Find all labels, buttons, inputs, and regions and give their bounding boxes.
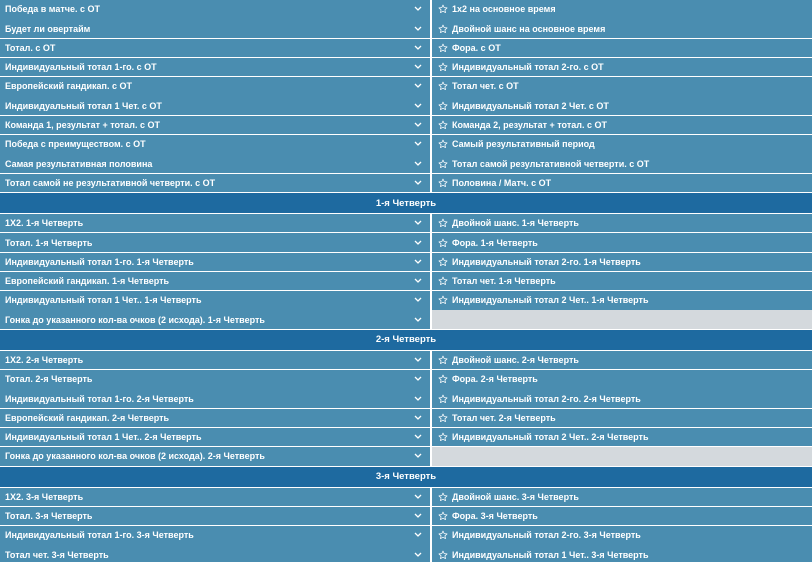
chevron-down-icon bbox=[412, 413, 424, 423]
chevron-down-icon bbox=[412, 295, 424, 305]
market-dropdown[interactable] bbox=[0, 154, 430, 173]
favorite-market-item[interactable] bbox=[432, 214, 812, 233]
market-label: Индивидуальный тотал 1-го. с ОТ bbox=[5, 62, 157, 73]
star-icon[interactable] bbox=[438, 394, 452, 404]
market-label: Тотал. 3-я Четверть bbox=[5, 511, 93, 522]
market-dropdown[interactable] bbox=[0, 135, 430, 154]
empty-cell bbox=[432, 310, 812, 329]
chevron-down-icon bbox=[412, 374, 424, 384]
favorite-market-item[interactable] bbox=[432, 488, 812, 507]
favorite-market-item[interactable] bbox=[432, 39, 812, 58]
market-label: Победа с преимуществом. с ОТ bbox=[5, 139, 146, 150]
chevron-down-icon bbox=[412, 276, 424, 286]
market-dropdown[interactable] bbox=[0, 272, 430, 291]
market-label: Двойной шанс. 1-я Четверть bbox=[452, 218, 579, 229]
favorite-market-item[interactable] bbox=[432, 389, 812, 408]
star-icon[interactable] bbox=[438, 492, 452, 502]
market-label: Индивидуальный тотал 2-го. с ОТ bbox=[452, 62, 604, 73]
market-dropdown[interactable] bbox=[0, 233, 430, 252]
star-icon[interactable] bbox=[438, 139, 452, 149]
market-dropdown[interactable] bbox=[0, 291, 430, 310]
star-icon[interactable] bbox=[438, 43, 452, 53]
chevron-down-icon bbox=[412, 120, 424, 130]
market-label: Тотал чет. 3-я Четверть bbox=[5, 549, 109, 560]
market-row bbox=[0, 116, 812, 135]
market-label: Европейский гандикап. с ОТ bbox=[5, 81, 132, 92]
star-icon[interactable] bbox=[438, 257, 452, 267]
market-label: Европейский гандикап. 1-я Четверть bbox=[5, 276, 170, 287]
market-row bbox=[0, 507, 812, 526]
market-row bbox=[0, 389, 812, 408]
favorite-market-item[interactable] bbox=[432, 370, 812, 389]
market-label: Европейский гандикап. 2-я Четверть bbox=[5, 412, 170, 423]
market-label: Индивидуальный тотал 1-го. 3-я Четверть bbox=[5, 530, 194, 541]
chevron-down-icon bbox=[412, 43, 424, 53]
market-row bbox=[0, 488, 812, 507]
star-icon[interactable] bbox=[438, 374, 452, 384]
market-row bbox=[0, 351, 812, 370]
market-label: Тотал чет. с ОТ bbox=[452, 81, 519, 92]
chevron-down-icon bbox=[412, 257, 424, 267]
favorite-market-item[interactable] bbox=[432, 116, 812, 135]
star-icon[interactable] bbox=[438, 81, 452, 91]
market-label: Фора. 1-я Четверть bbox=[452, 237, 538, 248]
market-row bbox=[0, 58, 812, 77]
market-row bbox=[0, 253, 812, 272]
favorite-market-item[interactable] bbox=[432, 291, 812, 310]
chevron-down-icon bbox=[412, 511, 424, 521]
favorite-market-item[interactable] bbox=[432, 507, 812, 526]
favorite-market-item[interactable] bbox=[432, 545, 812, 562]
market-row bbox=[0, 545, 812, 562]
market-label: Индивидуальный тотал 2 Чет.. 1-я Четверть bbox=[452, 295, 649, 306]
market-row bbox=[0, 272, 812, 291]
market-row bbox=[0, 233, 812, 252]
market-label: Индивидуальный тотал 2 Чет. с ОТ bbox=[452, 100, 609, 111]
market-dropdown[interactable] bbox=[0, 507, 430, 526]
section-header[interactable]: 1-я Четверть bbox=[0, 193, 812, 213]
favorite-market-item[interactable] bbox=[432, 135, 812, 154]
market-label: Двойной шанс на основное время bbox=[452, 23, 606, 34]
chevron-down-icon bbox=[412, 451, 424, 461]
section-header[interactable]: 2-я Четверть bbox=[0, 330, 812, 350]
market-label: Индивидуальный тотал 2 Чет.. 2-я Четверть bbox=[452, 432, 649, 443]
market-label: Половина / Матч. с ОТ bbox=[452, 177, 552, 188]
favorite-market-item[interactable] bbox=[432, 272, 812, 291]
market-label: Индивидуальный тотал 2-го. 3-я Четверть bbox=[452, 530, 641, 541]
star-icon[interactable] bbox=[438, 238, 452, 248]
market-label: Индивидуальный тотал 1 Чет. с ОТ bbox=[5, 100, 162, 111]
favorite-market-item[interactable] bbox=[432, 174, 812, 193]
chevron-down-icon bbox=[412, 24, 424, 34]
market-dropdown[interactable] bbox=[0, 409, 430, 428]
market-dropdown[interactable] bbox=[0, 116, 430, 135]
star-icon[interactable] bbox=[438, 432, 452, 442]
market-label: Индивидуальный тотал 2-го. 2-я Четверть bbox=[452, 393, 641, 404]
chevron-down-icon bbox=[412, 315, 424, 325]
chevron-down-icon bbox=[412, 101, 424, 111]
market-label: Самая результативная половина bbox=[5, 158, 153, 169]
star-icon[interactable] bbox=[438, 355, 452, 365]
market-label: Самый результативный период bbox=[452, 139, 595, 150]
favorite-market-item[interactable] bbox=[432, 409, 812, 428]
market-row bbox=[0, 19, 812, 38]
market-row bbox=[0, 214, 812, 233]
favorite-market-item[interactable] bbox=[432, 96, 812, 115]
empty-cell bbox=[432, 447, 812, 466]
market-row bbox=[0, 96, 812, 115]
star-icon[interactable] bbox=[438, 218, 452, 228]
market-dropdown[interactable] bbox=[0, 253, 430, 272]
chevron-down-icon bbox=[412, 238, 424, 248]
market-row bbox=[0, 310, 812, 329]
market-label: Двойной шанс. 2-я Четверть bbox=[452, 355, 579, 365]
market-label: Фора. 2-я Четверть bbox=[452, 374, 538, 385]
market-dropdown[interactable] bbox=[0, 19, 430, 38]
market-label: 1x2 на основное время bbox=[452, 4, 556, 15]
favorite-market-item[interactable] bbox=[432, 351, 812, 370]
market-dropdown[interactable] bbox=[0, 428, 430, 447]
favorite-market-item[interactable] bbox=[432, 0, 812, 19]
market-dropdown[interactable] bbox=[0, 96, 430, 115]
chevron-down-icon bbox=[412, 81, 424, 91]
market-row bbox=[0, 135, 812, 154]
market-dropdown[interactable] bbox=[0, 351, 430, 370]
star-icon[interactable] bbox=[438, 24, 452, 34]
section-header[interactable]: 3-я Четверть bbox=[0, 467, 812, 487]
market-label: 1X2. 1-я Четверть bbox=[5, 218, 84, 229]
market-label: Двойной шанс. 3-я Четверть bbox=[452, 491, 579, 502]
star-icon[interactable] bbox=[438, 178, 452, 188]
market-row bbox=[0, 77, 812, 96]
market-dropdown[interactable] bbox=[0, 39, 430, 58]
market-label: Тотал. 1-я Четверть bbox=[5, 237, 93, 248]
market-dropdown[interactable] bbox=[0, 447, 430, 466]
market-label: Команда 2, результат + тотал. с ОТ bbox=[452, 120, 607, 131]
market-row bbox=[0, 370, 812, 389]
market-row bbox=[0, 409, 812, 428]
market-dropdown[interactable] bbox=[0, 389, 430, 408]
market-row bbox=[0, 174, 812, 193]
market-row bbox=[0, 447, 812, 466]
star-icon[interactable] bbox=[438, 101, 452, 111]
market-label: Гонка до указанного кол-ва очков (2 исхода). 2-я Четверть bbox=[5, 451, 265, 462]
market-dropdown[interactable] bbox=[0, 77, 430, 96]
market-label: Индивидуальный тотал 1-го. 2-я Четверть bbox=[5, 393, 194, 404]
market-dropdown[interactable] bbox=[0, 214, 430, 233]
market-row bbox=[0, 428, 812, 447]
favorite-market-item[interactable] bbox=[432, 428, 812, 447]
favorite-market-item[interactable] bbox=[432, 19, 812, 38]
market-label: Индивидуальный тотал 1 Чет.. 1-я Четверть bbox=[5, 295, 202, 306]
chevron-down-icon bbox=[412, 550, 424, 560]
market-label: Команда 1, результат + тотал. с ОТ bbox=[5, 120, 160, 131]
chevron-down-icon bbox=[412, 432, 424, 442]
market-dropdown[interactable] bbox=[0, 488, 430, 507]
favorite-market-item[interactable] bbox=[432, 77, 812, 96]
chevron-down-icon bbox=[412, 355, 424, 365]
chevron-down-icon bbox=[412, 394, 424, 404]
star-icon[interactable] bbox=[438, 413, 452, 423]
star-icon[interactable] bbox=[438, 159, 452, 169]
favorite-market-item[interactable] bbox=[432, 526, 812, 545]
star-icon[interactable] bbox=[438, 276, 452, 286]
star-icon[interactable] bbox=[438, 530, 452, 540]
star-icon[interactable] bbox=[438, 120, 452, 130]
market-label: Тотал. с ОТ bbox=[5, 42, 56, 53]
chevron-down-icon bbox=[412, 492, 424, 502]
market-label: Тотал самой не результативной четверти. с ОТ bbox=[5, 177, 216, 188]
market-label: Индивидуальный тотал 1-го. 1-я Четверть bbox=[5, 256, 194, 267]
chevron-down-icon bbox=[412, 139, 424, 149]
market-row bbox=[0, 0, 812, 19]
market-dropdown[interactable] bbox=[0, 310, 430, 329]
star-icon[interactable] bbox=[438, 511, 452, 521]
favorite-market-item[interactable] bbox=[432, 58, 812, 77]
market-dropdown[interactable] bbox=[0, 174, 430, 193]
market-row bbox=[0, 154, 812, 173]
star-icon[interactable] bbox=[438, 4, 452, 14]
chevron-down-icon bbox=[412, 530, 424, 540]
market-row bbox=[0, 39, 812, 58]
market-label: Тотал. 2-я Четверть bbox=[5, 374, 93, 385]
market-dropdown[interactable] bbox=[0, 370, 430, 389]
chevron-down-icon bbox=[412, 218, 424, 228]
market-label: Индивидуальный тотал 2-го. 1-я Четверть bbox=[452, 256, 641, 267]
market-label: Победа в матче. с ОТ bbox=[5, 4, 100, 15]
chevron-down-icon bbox=[412, 159, 424, 169]
market-label: Тотал чет. 1-я Четверть bbox=[452, 276, 556, 287]
market-dropdown[interactable] bbox=[0, 545, 430, 562]
star-icon[interactable] bbox=[438, 550, 452, 560]
favorite-market-item[interactable] bbox=[432, 154, 812, 173]
market-label: Фора. 3-я Четверть bbox=[452, 511, 538, 522]
market-label: Фора. с ОТ bbox=[452, 42, 501, 53]
market-row bbox=[0, 291, 812, 310]
chevron-down-icon bbox=[412, 62, 424, 72]
market-label: Гонка до указанного кол-ва очков (2 исхода). 1-я Четверть bbox=[5, 314, 265, 325]
market-row bbox=[0, 526, 812, 545]
market-dropdown[interactable] bbox=[0, 0, 430, 19]
market-label: Индивидуальный тотал 1 Чет.. 3-я Четверть bbox=[452, 549, 649, 560]
market-label: Тотал чет. 2-я Четверть bbox=[452, 412, 556, 423]
market-label: Индивидуальный тотал 1 Чет.. 2-я Четверть bbox=[5, 432, 202, 443]
market-label: Тотал самой результативной четверти. с ОТ bbox=[452, 158, 650, 169]
favorite-market-item[interactable] bbox=[432, 253, 812, 272]
chevron-down-icon bbox=[412, 178, 424, 188]
market-label: 1X2. 2-я Четверть bbox=[5, 355, 84, 365]
market-dropdown[interactable] bbox=[0, 58, 430, 77]
favorite-market-item[interactable] bbox=[432, 233, 812, 252]
star-icon[interactable] bbox=[438, 295, 452, 305]
market-label: 1X2. 3-я Четверть bbox=[5, 491, 84, 502]
star-icon[interactable] bbox=[438, 62, 452, 72]
market-dropdown[interactable] bbox=[0, 526, 430, 545]
market-label: Будет ли овертайм bbox=[5, 23, 91, 34]
chevron-down-icon bbox=[412, 4, 424, 14]
